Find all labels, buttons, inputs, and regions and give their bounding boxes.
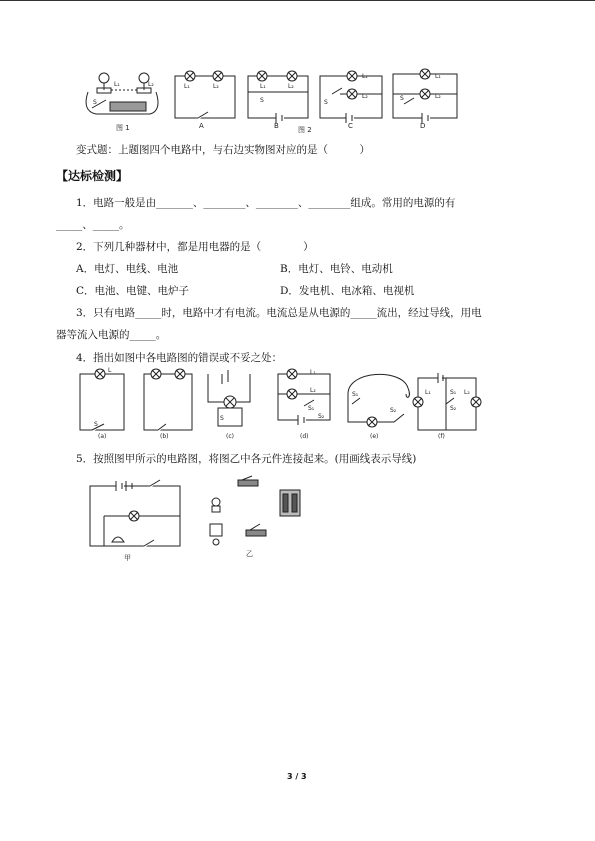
- svg-text:L₁: L₁: [184, 83, 190, 90]
- q2-stem: 2．下列几种器材中，都是用电器的是（ ）: [76, 241, 314, 253]
- q4-label-a: (a): [98, 433, 107, 440]
- svg-text:L₂: L₂: [148, 81, 154, 88]
- q5-figure: [82, 472, 312, 562]
- q2-option-a: A．电灯、电线、电池: [76, 263, 179, 275]
- q1-line1: 1．电路一般是由_______、________、________、________组成。常用的电源的有: [76, 197, 456, 209]
- q2-option-d: D．发电机、电冰箱、电视机: [280, 285, 415, 297]
- q3-line1: 3．只有电路_____时，电路中才有电流。电流总是从电源的_____流出，经过导线，用电: [76, 307, 482, 319]
- svg-text:L₂: L₂: [435, 93, 441, 100]
- svg-text:L₁: L₁: [435, 73, 441, 80]
- q5-label-yi: 乙: [246, 550, 253, 558]
- variant-question: 变式题：上题图四个电路中，与右边实物图对应的是（ ）: [76, 144, 370, 156]
- svg-text:L₂: L₂: [310, 387, 316, 394]
- q4-label-e: (e): [370, 433, 379, 440]
- circuit-figure-top: [80, 64, 465, 134]
- svg-text:L₂: L₂: [213, 83, 219, 90]
- svg-text:S: S: [324, 99, 328, 106]
- section-title: 【达标检测】: [56, 169, 129, 183]
- option-label-c: C: [348, 122, 353, 130]
- q4-label-b: (b): [160, 433, 169, 440]
- q4-circuit-diagrams: [72, 364, 482, 442]
- fig2-label: 图 2: [298, 126, 312, 134]
- page-top-border: [0, 0, 595, 1]
- q4-label-d: (d): [300, 433, 309, 440]
- q1-line2: _____、_____。: [56, 219, 130, 231]
- svg-text:L₁: L₁: [425, 389, 431, 396]
- q5-stem: 5．按照图甲所示的电路图，将图乙中各元件连接起来。(用画线表示导线): [76, 453, 417, 465]
- q4-stem: 4．指出如图中各电路图的错误或不妥之处：: [76, 352, 283, 364]
- page-number: 3 / 3: [287, 772, 307, 781]
- svg-text:L₂: L₂: [288, 83, 294, 90]
- svg-text:L₁: L₁: [114, 81, 120, 88]
- option-label-a: A: [199, 122, 204, 130]
- q5-label-jia: 甲: [124, 554, 131, 562]
- svg-text:S₂: S₂: [390, 407, 397, 414]
- svg-text:S₂: S₂: [318, 413, 325, 420]
- option-label-b: B: [274, 122, 279, 130]
- svg-text:S: S: [220, 415, 224, 422]
- svg-text:S: S: [94, 421, 98, 428]
- svg-text:S₁: S₁: [450, 389, 457, 396]
- svg-text:S₁: S₁: [352, 391, 359, 398]
- q4-label-f: (f): [438, 433, 445, 440]
- svg-text:L₂: L₂: [464, 389, 470, 396]
- q2-option-c: C．电池、电键、电炉子: [76, 285, 190, 297]
- q4-label-c: (c): [226, 433, 234, 440]
- svg-text:L₂: L₂: [362, 93, 368, 100]
- fig1-label: 图 1: [116, 124, 130, 132]
- q3-line2: 器等流入电源的_____。: [56, 329, 167, 341]
- option-label-d: D: [420, 122, 426, 130]
- svg-text:L₁: L₁: [310, 369, 316, 376]
- svg-text:S₁: S₁: [308, 405, 315, 412]
- svg-text:L: L: [108, 367, 112, 374]
- svg-text:S: S: [260, 97, 264, 104]
- q2-option-b: B．电灯、电铃、电动机: [280, 263, 393, 275]
- svg-text:S: S: [93, 99, 97, 106]
- svg-text:S₂: S₂: [450, 405, 457, 412]
- svg-text:L₁: L₁: [362, 73, 368, 80]
- svg-text:L₁: L₁: [260, 83, 266, 90]
- svg-text:S: S: [400, 95, 404, 102]
